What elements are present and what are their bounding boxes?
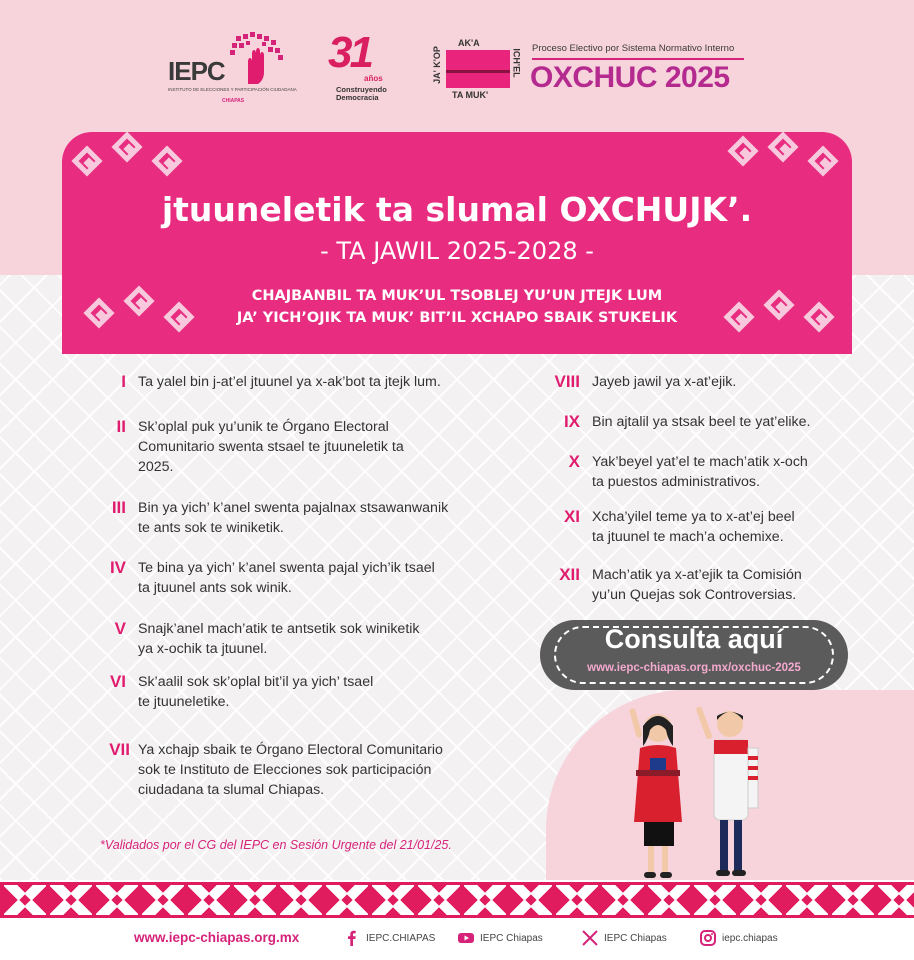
item-number: I	[121, 372, 126, 391]
list-item	[540, 507, 795, 547]
anniversary-slogan	[336, 86, 387, 101]
item-text: Sk’aalil sok sk’oplal bit’il ya yich’ tsael te jtuuneletike.	[138, 674, 374, 710]
anniversary-logo	[328, 28, 398, 104]
validation-note: *Validados por el CG del IEPC en Sesión Urgente del 21/01/25.	[100, 838, 452, 852]
list-item	[540, 372, 736, 392]
item-text: Snajk’anel mach’atik te antsetik sok winiketik ya x-ochik ta jtuunel.	[138, 621, 420, 657]
item-text: Ta yalel bin j-at’el jtuunel ya x-ak’bot ta jtejk lum.	[138, 374, 441, 390]
item-text: Ya xchajp sbaik te Órgano Electoral Comunitario sok te Instituto de Elecciones sok participación ciudadana ta slumal Chiapas.	[138, 742, 443, 798]
item-number: XII	[559, 565, 580, 584]
iepc-wordmark: IEPC	[168, 56, 225, 86]
item-text: Yak’beyel yat’el te mach’atik x-och ta puestos administrativos.	[592, 454, 808, 490]
title-banner	[62, 132, 852, 354]
item-number: V	[114, 619, 126, 638]
item-number: IV	[109, 558, 126, 577]
slogan-line-1: Construyendo	[336, 85, 387, 94]
process-divider	[532, 58, 744, 60]
list-item	[100, 558, 435, 598]
youtube-handle: IEPC Chiapas	[480, 932, 543, 944]
diamond-pattern-icon	[70, 140, 190, 190]
item-number: II	[116, 417, 126, 436]
facebook-handle: IEPC.CHIAPAS	[366, 932, 436, 944]
list-item	[540, 565, 802, 605]
hand-tree-icon	[228, 32, 288, 88]
instagram-link[interactable]	[700, 930, 778, 946]
facebook-icon	[344, 930, 360, 946]
list-item	[540, 452, 808, 492]
footer	[0, 918, 914, 960]
footer-website-link[interactable]: www.iepc-chiapas.org.mx	[134, 930, 300, 945]
item-number: VIII	[554, 372, 580, 391]
item-number: VII	[109, 740, 130, 759]
youtube-icon	[458, 930, 474, 946]
list-item	[100, 672, 373, 712]
item-text: Te bina ya yich’ k’anel swenta pajal yich’ik tsael ta jtuunel ants sok winik.	[138, 560, 435, 596]
list-item	[100, 619, 420, 659]
slogan-line-2: Democracia	[336, 92, 379, 102]
emblem-box	[446, 50, 510, 88]
list-item	[100, 498, 448, 538]
item-text: Sk’oplal puk yu’unik te Órgano Electoral Comunitario swenta stsael te jtuuneletik ta 2025.	[138, 419, 404, 475]
banner-title: jtuuneletik ta slumal OXCHUJK’.	[161, 190, 753, 229]
x-handle: IEPC Chiapas	[604, 932, 667, 944]
people-illustration-icon	[610, 700, 790, 885]
list-item	[100, 417, 404, 477]
item-text: Bin ajtalil ya stsak beel te yat’elike.	[592, 414, 811, 430]
list-item	[100, 372, 441, 392]
item-text: Mach’atik ya x-at’ejik ta Comisión yu’un Quejas sok Controversias.	[592, 567, 802, 603]
process-emblem	[430, 38, 530, 103]
item-text: Xcha’yilel teme ya to x-at’ej beel ta jtuunel te mach’a ochemixe.	[592, 509, 795, 545]
banner-line-2: JA’ YICH’OJIK TA MUK’ BIT’IL XCHAPO SBAIK STUKELIK	[236, 310, 678, 326]
youtube-link[interactable]	[458, 930, 543, 946]
item-number: X	[568, 452, 580, 471]
consulta-button[interactable]	[540, 620, 848, 690]
list-item	[100, 740, 443, 800]
facebook-link[interactable]	[344, 930, 435, 946]
x-icon	[582, 930, 598, 946]
process-title: Proceso Electivo por Sistema Normativo Interno	[532, 43, 735, 54]
list-item	[540, 412, 810, 432]
banner-line-1: CHAJBANBIL TA MUK’UL TSOBLEJ YU’UN JTEJK LUM	[251, 288, 663, 304]
emblem-left-text: JA' K'OP	[431, 46, 442, 84]
consulta-link[interactable]: www.iepc-chiapas.org.mx/oxchuc-2025	[587, 662, 801, 674]
process-name: OXCHUC 2025	[530, 61, 730, 94]
emblem-right-text: ICH'EL	[511, 48, 522, 78]
instagram-icon	[700, 930, 716, 946]
anniversary-years: años	[364, 74, 383, 83]
item-number: VI	[109, 672, 126, 691]
banner-subtitle: - TA JAWIL 2025-2028 -	[320, 237, 594, 265]
iepc-state: CHIAPAS	[222, 98, 245, 104]
item-text: Jayeb jawil ya x-at’ejik.	[592, 374, 737, 390]
decorative-border	[0, 882, 914, 918]
anniversary-number: 31	[328, 28, 371, 77]
emblem-bottom-text: TA MUK'	[452, 90, 489, 100]
iepc-fullname: INSTITUTO DE ELECCIONES Y PARTICIPACIÓN CIUDADANA	[168, 87, 297, 92]
x-link[interactable]	[582, 930, 667, 946]
item-number: XI	[563, 507, 580, 526]
consulta-title: Consulta aquí	[604, 624, 784, 654]
diamond-pattern-icon	[726, 140, 846, 190]
item-number: IX	[563, 412, 580, 431]
item-number: III	[111, 498, 126, 517]
iepc-logo	[168, 32, 298, 102]
item-text: Bin ya yich’ k’anel swenta pajalnax stsawanwanik te ants sok te winiketik.	[138, 500, 449, 536]
emblem-top-text: AK'A	[458, 38, 480, 48]
instagram-handle: iepc.chiapas	[722, 932, 778, 944]
